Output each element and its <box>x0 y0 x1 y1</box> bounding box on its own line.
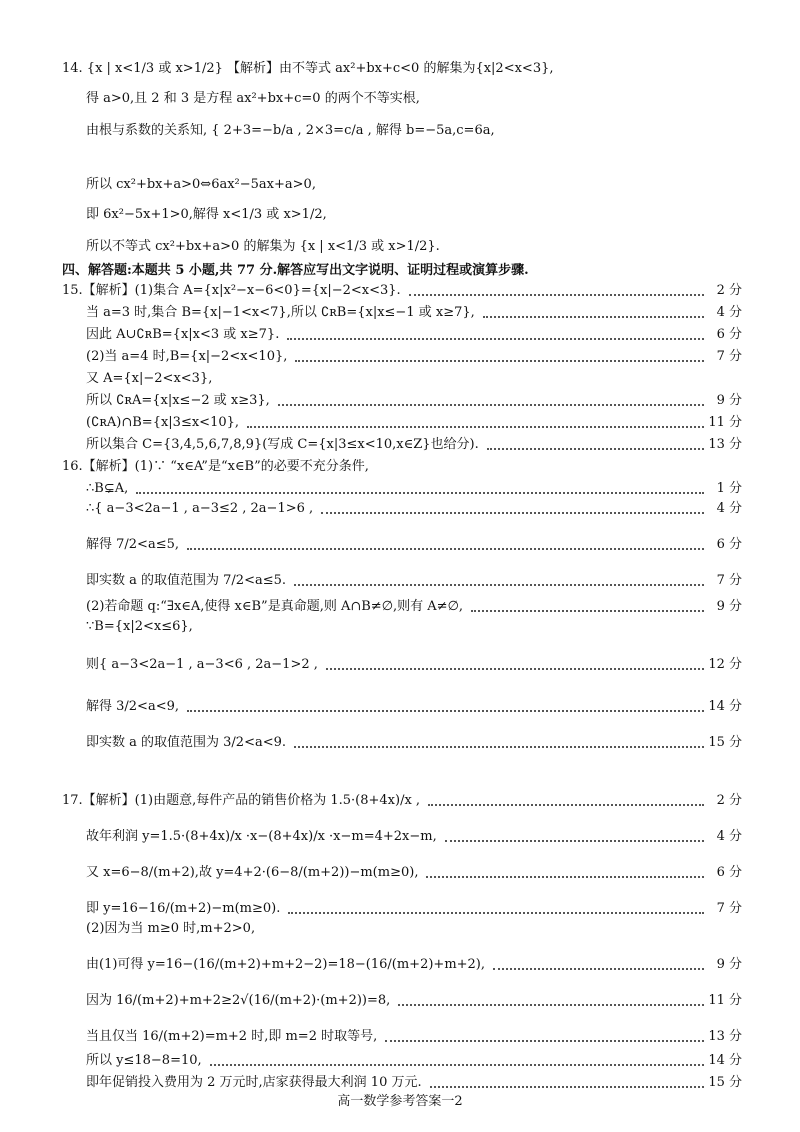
line-text: 则{ a−3<2a−1 , a−3<6 , 2a−1>2 , <box>86 657 318 672</box>
score-label: 4 分 <box>716 829 742 844</box>
dot-leader <box>294 746 704 748</box>
line-text: 14. {x | x<1/3 或 x>1/2} 【解析】由不等式 ax²+bx+c<0 的解集为{x|2<x<3}, <box>62 61 554 76</box>
line-text: 当且仅当 16/(m+2)=m+2 时,即 m=2 时取等号, <box>86 1029 378 1044</box>
score-label: 14 分 <box>708 1053 742 1068</box>
answer-line <box>0 694 800 720</box>
score-label: 9 分 <box>716 393 742 408</box>
answer-line <box>0 568 800 594</box>
line-text: 得 a>0,且 2 和 3 是方程 ax²+bx+c=0 的两个不等实根, <box>86 91 420 106</box>
score-label: 13 分 <box>708 1029 742 1044</box>
answer-line <box>0 860 800 886</box>
answer-line <box>0 496 800 522</box>
line-text: 即实数 a 的取值范围为 7/2<a≤5. <box>86 573 287 588</box>
dot-leader <box>428 804 704 806</box>
line-text: (2)若命题 q:“∃x∈A,使得 x∈B”是真命题,则 A∩B≠∅,则有 A≠∅, <box>86 599 464 614</box>
answer-line <box>0 172 800 198</box>
line-text: 17.【解析】(1)由题意,每件产品的销售价格为 1.5·(8+4x)/x , <box>62 793 421 808</box>
line-text: 当 a=3 时,集合 B={x|−1<x<7},所以 ∁ʀB={x|x≤−1 或 x≥7}, <box>86 305 475 320</box>
dot-leader <box>294 584 704 586</box>
dot-leader <box>493 968 704 970</box>
line-text: 四、解答题:本题共 5 小题,共 77 分.解答应写出文字说明、证明过程或演算步骤. <box>62 263 529 278</box>
dot-leader <box>326 668 704 670</box>
score-label: 11 分 <box>708 415 742 430</box>
answer-line <box>0 652 800 678</box>
dot-leader <box>321 512 704 514</box>
score-label: 6 分 <box>716 537 742 552</box>
dot-leader <box>278 404 704 406</box>
answer-line <box>0 788 800 814</box>
answer-line <box>0 952 800 978</box>
score-label: 7 分 <box>716 573 742 588</box>
line-text: 由根与系数的关系知, { 2+3=−b/a , 2×3=c/a , 解得 b=−5a,c=6a, <box>86 123 495 138</box>
line-text: 所以 ∁ʀA={x|x≤−2 或 x≥3}, <box>86 393 270 408</box>
score-label: 4 分 <box>716 501 742 516</box>
line-text: 因此 A∪∁ʀB={x|x<3 或 x≥7}. <box>86 327 280 342</box>
line-text: 即 y=16−16/(m+2)−m(m≥0). <box>86 901 281 916</box>
dot-leader <box>187 710 704 712</box>
dot-leader <box>409 294 704 296</box>
line-text: 即实数 a 的取值范围为 3/2<a<9. <box>86 735 287 750</box>
answer-line <box>0 614 800 640</box>
score-label: 9 分 <box>716 957 742 972</box>
score-label: 11 分 <box>708 993 742 1008</box>
dot-leader <box>445 840 704 842</box>
line-text: 又 x=6−8/(m+2),故 y=4+2·(6−8/(m+2))−m(m≥0), <box>86 865 419 880</box>
dot-leader <box>210 1064 704 1066</box>
answer-line <box>0 202 800 228</box>
answer-line <box>0 234 800 260</box>
line-text: (2)因为当 m≥0 时,m+2>0, <box>86 921 256 936</box>
answer-line <box>0 988 800 1014</box>
score-label: 12 分 <box>708 657 742 672</box>
line-text: 故年利润 y=1.5·(8+4x)/x ·x−(8+4x)/x ·x−m=4+2x−m, <box>86 829 437 844</box>
line-text: (2)当 a=4 时,B={x|−2<x<10}, <box>86 349 288 364</box>
line-text: 所以 y≤18−8=10, <box>86 1053 202 1068</box>
dot-leader <box>426 876 704 878</box>
line-text: (∁ʀA)∩B={x|3≤x<10}, <box>86 415 240 430</box>
score-label: 13 分 <box>708 437 742 452</box>
dot-leader <box>483 316 704 318</box>
answer-line <box>0 118 800 144</box>
score-label: 4 分 <box>716 305 742 320</box>
answer-line <box>0 730 800 756</box>
score-label: 15 分 <box>708 735 742 750</box>
answer-line <box>0 916 800 942</box>
score-label: 6 分 <box>716 327 742 342</box>
line-text: 16.【解析】(1)∵ “x∈A”是“x∈B”的必要不充分条件, <box>62 459 369 474</box>
line-text: 所以集合 C={3,4,5,6,7,8,9}(写成 C={x|3≤x<10,x∈Z}也给分). <box>86 437 479 452</box>
page-footer: 高一数学参考答案一2 <box>337 1094 463 1109</box>
dot-leader <box>487 448 704 450</box>
answer-line <box>0 532 800 558</box>
line-text: 15.【解析】(1)集合 A={x|x²−x−6<0}={x|−2<x<3}. <box>62 283 401 298</box>
dot-leader <box>287 338 704 340</box>
dot-leader <box>247 426 704 428</box>
line-text: 又 A={x|−2<x<3}, <box>86 371 213 386</box>
score-label: 2 分 <box>716 283 742 298</box>
answer-line <box>0 56 800 82</box>
score-label: 7 分 <box>716 349 742 364</box>
dot-leader <box>136 492 704 494</box>
line-text: 即年促销投入费用为 2 万元时,店家获得最大利润 10 万元. <box>86 1075 422 1090</box>
answer-line <box>0 824 800 850</box>
score-label: 1 分 <box>716 481 742 496</box>
score-label: 15 分 <box>708 1075 742 1090</box>
dot-leader <box>187 548 704 550</box>
score-label: 6 分 <box>716 865 742 880</box>
dot-leader <box>471 610 704 612</box>
dot-leader <box>398 1004 704 1006</box>
line-text: 即 6x²−5x+1>0,解得 x<1/3 或 x>1/2, <box>86 207 327 222</box>
score-label: 2 分 <box>716 793 742 808</box>
line-text: 由(1)可得 y=16−(16/(m+2)+m+2−2)=18−(16/(m+2)+m+2), <box>86 957 486 972</box>
answer-line <box>0 86 800 112</box>
line-text: 所以 cx²+bx+a>0⇔6ax²−5ax+a>0, <box>86 177 316 192</box>
answer-line <box>0 1024 800 1050</box>
line-text: ∴B⊊A, <box>86 481 129 496</box>
score-label: 9 分 <box>716 599 742 614</box>
line-text: 解得 3/2<a<9, <box>86 699 179 714</box>
dot-leader <box>288 912 704 914</box>
score-label: 14 分 <box>708 699 742 714</box>
dot-leader <box>295 360 704 362</box>
line-text: 所以不等式 cx²+bx+a>0 的解集为 {x | x<1/3 或 x>1/2}. <box>86 239 440 254</box>
line-text: ∵B={x|2<x≤6}, <box>86 619 193 634</box>
score-label: 7 分 <box>716 901 742 916</box>
dot-leader <box>385 1040 704 1042</box>
line-text: 解得 7/2<a≤5, <box>86 537 179 552</box>
line-text: 因为 16/(m+2)+m+2≥2√(16/(m+2)·(m+2))=8, <box>86 993 391 1008</box>
line-text: ∴{ a−3<2a−1 , a−3≤2 , 2a−1>6 , <box>86 501 314 516</box>
dot-leader <box>430 1086 704 1088</box>
